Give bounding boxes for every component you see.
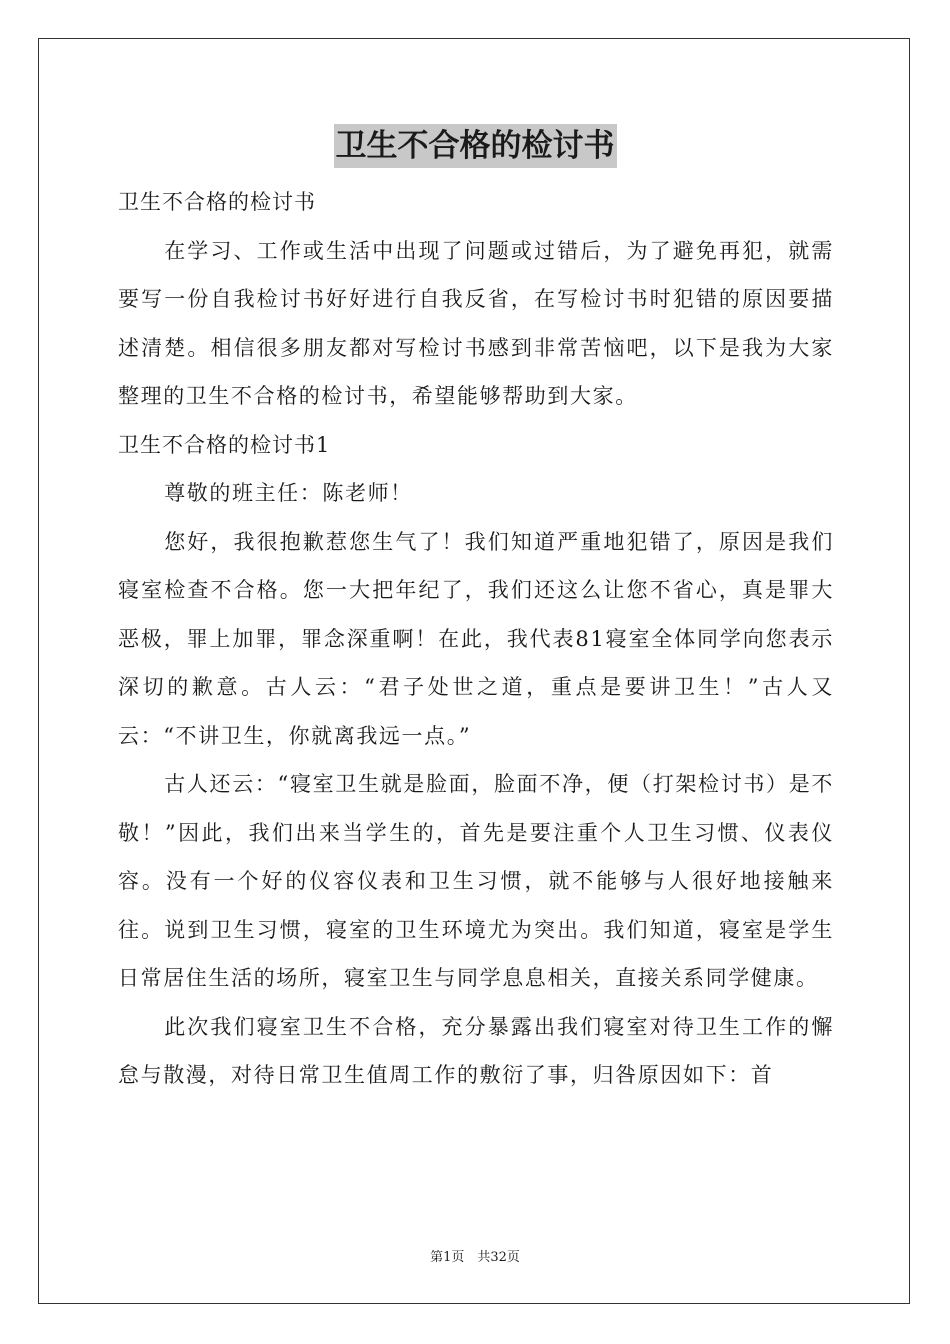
paragraph: 卫生不合格的检讨书1 [118,432,331,457]
paragraph: 此次我们寝室卫生不合格，充分暴露出我们寝室对待卫生工作的懈怠与散漫，对待日常卫生值周工作的敷衍了事，归咎原因如下：首 [118,1014,834,1087]
paragraph: 在学习、工作或生活中出现了问题或过错后，为了避免再犯，就需要写一份自我检讨书好好进行自我反省，在写检讨书时犯错的原因要描述清楚。相信很多朋友都对写检讨书感到非常苦恼吧，以下是我为大家整理的卫生不合格的检讨书，希望能够帮助到大家。 [118,238,834,408]
document-body [118,178,834,1100]
document-title: 卫生不合格的检讨书 [334,124,617,168]
paragraph: 您好，我很抱歉惹您生气了！我们知道严重地犯错了，原因是我们寝室检查不合格。您一大把年纪了，我们还这么让您不省心，真是罪大恶极，罪上加罪，罪念深重啊！在此，我代表81寝室全体同学向您表示深切的歉意。古人云：“君子处世之道，重点是要讲卫生！”古人又云：“不讲卫生，你就离我远一点。” [118,529,834,748]
page-footer: 第1页 共32页 [430,1250,520,1265]
title-area [0,124,950,168]
paragraph: 尊敬的班主任：陈老师！ [164,481,413,505]
paragraph: 卫生不合格的检讨书 [118,190,316,214]
paragraph: 古人还云：“寝室卫生就是脸面，脸面不净，便（打架检讨书）是不敬！”因此，我们出来当学生的，首先是要注重个人卫生习惯、仪表仪容。没有一个好的仪容仪表和卫生习惯，就不能够与人很好地接触来往。说到卫生习惯，寝室的卫生环境尤为突出。我们知道，寝室是学生日常居住生活的场所，寝室卫生与同学息息相关，直接关系同学健康。 [118,772,834,990]
